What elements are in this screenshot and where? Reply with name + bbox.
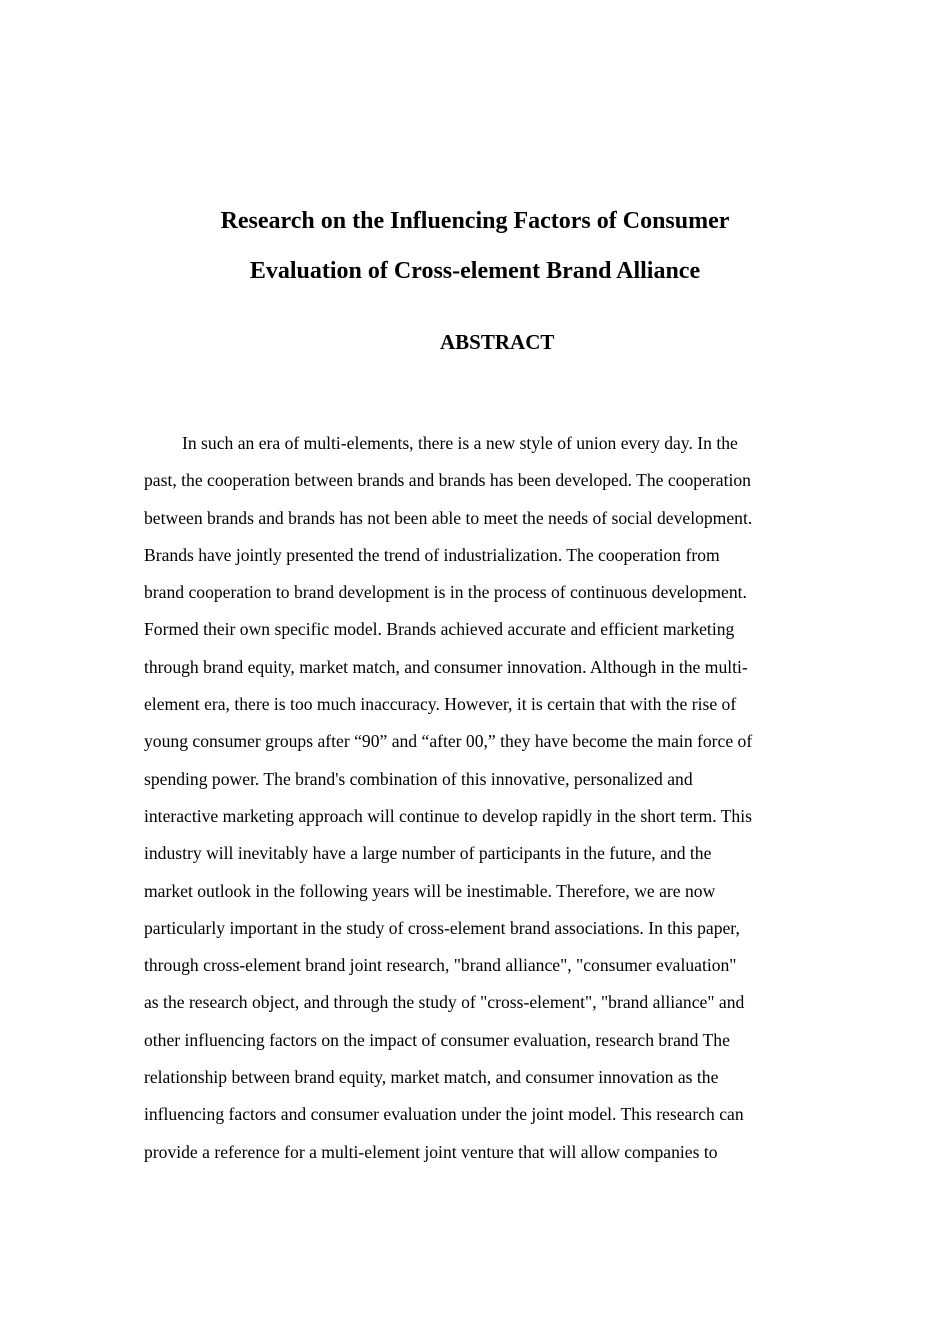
abstract-line: particularly important in the study of cross-element brand associations. In this paper, (144, 917, 740, 938)
abstract-line: spending power. The brand's combination of this innovative, personalized and (144, 768, 693, 789)
paper-title (0, 196, 950, 296)
abstract-line: as the research object, and through the study of "cross-element", "brand alliance" and (144, 992, 745, 1013)
abstract-line: industry will inevitably have a large number of participants in the future, and the (144, 843, 712, 864)
abstract-line: In such an era of multi-elements, there is a new style of union every day. In the (182, 433, 738, 453)
abstract-line: provide a reference for a multi-element joint venture that will allow companies to (144, 1141, 718, 1162)
abstract-line: Formed their own specific model. Brands achieved accurate and efficient marketing (144, 619, 735, 640)
abstract-line: influencing factors and consumer evaluation under the joint model. This research can (144, 1104, 744, 1125)
abstract-line: through cross-element brand joint research, "brand alliance", "consumer evaluation" (144, 955, 737, 976)
abstract-line: other influencing factors on the impact of consumer evaluation, research brand The (144, 1029, 730, 1050)
title-line: Research on the Influencing Factors of Consumer (220, 208, 730, 234)
abstract-line: interactive marketing approach will continue to develop rapidly in the short term. This (144, 805, 752, 826)
abstract-line: between brands and brands has not been able to meet the needs of social development. (144, 507, 753, 528)
abstract-line: relationship between brand equity, market match, and consumer innovation as the (144, 1067, 719, 1088)
abstract-body (144, 425, 814, 1171)
abstract-line: element era, there is too much inaccuracy. However, it is certain that with the rise of (144, 694, 737, 715)
title-line: Evaluation of Cross-element Brand Alliance (249, 258, 701, 284)
abstract-heading: ABSTRACT (440, 330, 555, 354)
abstract-line: young consumer groups after “90” and “after 00,” they have become the main force of (144, 731, 753, 752)
abstract-line: market outlook in the following years will be inestimable. Therefore, we are now (144, 880, 716, 901)
abstract-line: past, the cooperation between brands and brands has been developed. The cooperation (144, 470, 751, 491)
abstract-line: through brand equity, market match, and consumer innovation. Although in the multi- (144, 656, 748, 677)
abstract-line: brand cooperation to brand development is in the process of continuous development. (144, 582, 747, 603)
abstract-line: Brands have jointly presented the trend of industrialization. The cooperation from (144, 544, 720, 565)
